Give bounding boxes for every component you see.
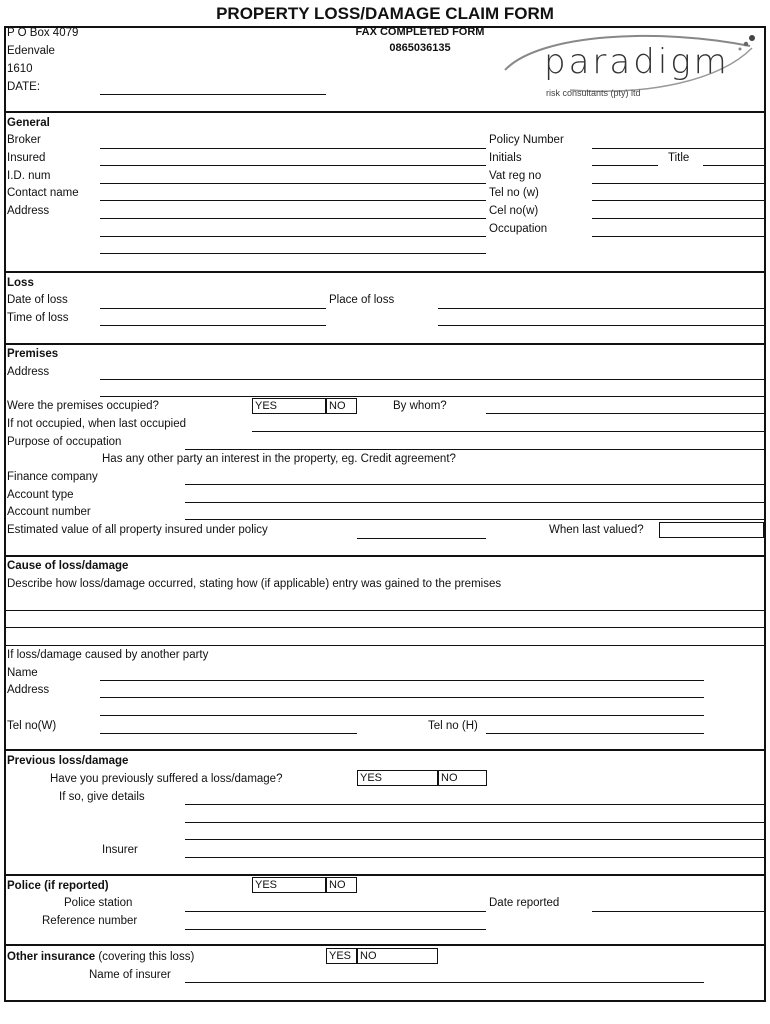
details-field-2[interactable] xyxy=(185,822,764,823)
police-station-field[interactable] xyxy=(185,911,486,912)
vat-reg-field[interactable] xyxy=(592,183,764,184)
date-of-loss-label: Date of loss xyxy=(7,294,68,306)
date-label: DATE: xyxy=(7,81,41,93)
other-party-address-field-1[interactable] xyxy=(100,697,704,698)
place-of-loss-field-2[interactable] xyxy=(438,325,764,326)
address-field-1[interactable] xyxy=(100,218,486,219)
contact-name-label: Contact name xyxy=(7,187,79,199)
previous-question: Have you previously suffered a loss/damage? xyxy=(50,773,283,785)
section-divider xyxy=(4,944,766,946)
initials-field[interactable] xyxy=(592,165,658,166)
details-label: If so, give details xyxy=(59,791,145,803)
account-type-field[interactable] xyxy=(185,502,764,503)
section-divider xyxy=(4,111,766,113)
last-valued-label: When last valued? xyxy=(549,524,644,536)
previous-insurer-field[interactable] xyxy=(185,857,764,858)
last-occupied-label: If not occupied, when last occupied xyxy=(7,418,187,430)
policy-number-field[interactable] xyxy=(592,148,764,149)
describe-field-3[interactable] xyxy=(4,645,766,646)
cause-heading: Cause of loss/damage xyxy=(7,560,129,572)
previous-no-box[interactable]: NO xyxy=(438,770,487,786)
reference-number-field[interactable] xyxy=(185,929,486,930)
policy-number-label: Policy Number xyxy=(489,134,564,146)
section-divider xyxy=(4,271,766,273)
other-party-tel-w-field[interactable] xyxy=(100,733,357,734)
section-divider xyxy=(4,749,766,751)
premises-heading: Premises xyxy=(7,348,59,360)
last-valued-box[interactable] xyxy=(659,522,764,538)
logo-tagline: risk consultants (pty) ltd xyxy=(546,88,641,98)
time-of-loss-field[interactable] xyxy=(100,325,326,326)
initials-label: Initials xyxy=(489,152,522,164)
date-field[interactable] xyxy=(100,94,326,95)
address-line-3: 1610 xyxy=(7,63,33,75)
other-insurance-no-box[interactable]: NO xyxy=(357,948,438,964)
other-party-address-label: Address xyxy=(7,684,50,696)
other-insurance-yes-box[interactable]: YES xyxy=(326,948,357,964)
describe-label: Describe how loss/damage occurred, stating how (if applicable) entry was gained to the premises xyxy=(7,578,502,590)
other-insurance-heading-text: Other insurance xyxy=(7,951,96,963)
general-heading: General xyxy=(7,117,50,129)
title-field[interactable] xyxy=(703,165,764,166)
insured-label: Insured xyxy=(7,152,46,164)
time-of-loss-label: Time of loss xyxy=(7,312,69,324)
form-title: PROPERTY LOSS/DAMAGE CLAIM FORM xyxy=(216,4,554,23)
cel-field[interactable] xyxy=(592,218,764,219)
other-party-tel-w-label: Tel no(W) xyxy=(7,720,57,732)
premises-address-field-1[interactable] xyxy=(100,379,764,380)
previous-insurer-label: Insurer xyxy=(102,844,138,856)
other-party-name-label: Name xyxy=(7,667,38,679)
id-num-label: I.D. num xyxy=(7,170,51,182)
by-whom-field[interactable] xyxy=(486,413,764,414)
finance-company-label: Finance company xyxy=(7,471,98,483)
cel-label: Cel no(w) xyxy=(489,205,539,217)
describe-field-2[interactable] xyxy=(4,627,766,628)
details-field-1[interactable] xyxy=(185,804,764,805)
police-station-label: Police station xyxy=(64,897,133,909)
account-number-field[interactable] xyxy=(185,519,764,520)
other-party-address-field-2[interactable] xyxy=(100,715,704,716)
other-party-tel-h-label: Tel no (H) xyxy=(428,720,478,732)
date-reported-label: Date reported xyxy=(489,897,560,909)
other-insurance-heading xyxy=(7,950,194,964)
purpose-field[interactable] xyxy=(185,449,764,450)
address-field-2[interactable] xyxy=(100,236,486,237)
previous-heading: Previous loss/damage xyxy=(7,755,129,767)
purpose-label: Purpose of occupation xyxy=(7,436,122,448)
address-label: Address xyxy=(7,205,50,217)
address-line-2: Edenvale xyxy=(7,45,55,57)
premises-address-label: Address xyxy=(7,366,50,378)
paradigm-logo xyxy=(500,28,762,108)
describe-field-1[interactable] xyxy=(4,610,766,611)
occupation-field[interactable] xyxy=(592,236,764,237)
premises-address-field-2[interactable] xyxy=(100,396,764,397)
insurer-name-field[interactable] xyxy=(185,982,704,983)
police-no-box[interactable]: NO xyxy=(326,877,357,893)
date-of-loss-field[interactable] xyxy=(100,308,326,309)
tel-w-field[interactable] xyxy=(592,200,764,201)
insured-field[interactable] xyxy=(100,165,486,166)
last-occupied-field[interactable] xyxy=(252,431,764,432)
address-field-3[interactable] xyxy=(100,253,486,254)
occupation-label: Occupation xyxy=(489,223,548,235)
place-of-loss-label: Place of loss xyxy=(329,294,395,306)
occupied-no-box[interactable]: NO xyxy=(326,398,357,414)
other-insurance-heading-suffix: (covering this loss) xyxy=(98,951,195,963)
reference-number-label: Reference number xyxy=(42,915,138,927)
section-divider xyxy=(4,555,766,557)
id-num-field[interactable] xyxy=(100,183,486,184)
interest-question: Has any other party an interest in the property, eg. Credit agreement? xyxy=(102,453,456,465)
logo-name: paradigm xyxy=(544,42,730,82)
section-divider xyxy=(4,343,766,345)
title-label: Title xyxy=(668,152,690,164)
broker-label: Broker xyxy=(7,134,41,146)
by-whom-label: By whom? xyxy=(393,400,447,412)
details-field-3[interactable] xyxy=(185,839,764,840)
section-divider xyxy=(4,874,766,876)
vat-reg-label: Vat reg no xyxy=(489,170,542,182)
place-of-loss-field-1[interactable] xyxy=(438,308,764,309)
occupied-yes-box[interactable]: YES xyxy=(252,398,326,414)
estimated-value-field[interactable] xyxy=(357,538,486,539)
estimated-value-label: Estimated value of all property insured under policy xyxy=(7,524,268,536)
other-party-tel-h-field[interactable] xyxy=(486,733,704,734)
account-number-label: Account number xyxy=(7,506,91,518)
police-yes-box[interactable]: YES xyxy=(252,877,326,893)
finance-company-field[interactable] xyxy=(185,484,764,485)
other-party-name-field[interactable] xyxy=(100,680,704,681)
loss-heading: Loss xyxy=(7,277,34,289)
other-party-label: If loss/damage caused by another party xyxy=(7,649,209,661)
previous-yes-box[interactable]: YES xyxy=(357,770,438,786)
police-heading: Police (if reported) xyxy=(7,880,109,892)
account-type-label: Account type xyxy=(7,489,74,501)
tel-w-label: Tel no (w) xyxy=(489,187,539,199)
fax-number: 0865036135 xyxy=(389,42,451,54)
contact-name-field[interactable] xyxy=(100,200,486,201)
date-reported-field[interactable] xyxy=(592,911,764,912)
insurer-name-label: Name of insurer xyxy=(89,969,171,981)
fax-line-1: FAX COMPLETED FORM xyxy=(355,26,485,38)
broker-field[interactable] xyxy=(100,148,486,149)
occupied-question: Were the premises occupied? xyxy=(7,400,159,412)
address-line-1: P O Box 4079 xyxy=(7,27,79,39)
